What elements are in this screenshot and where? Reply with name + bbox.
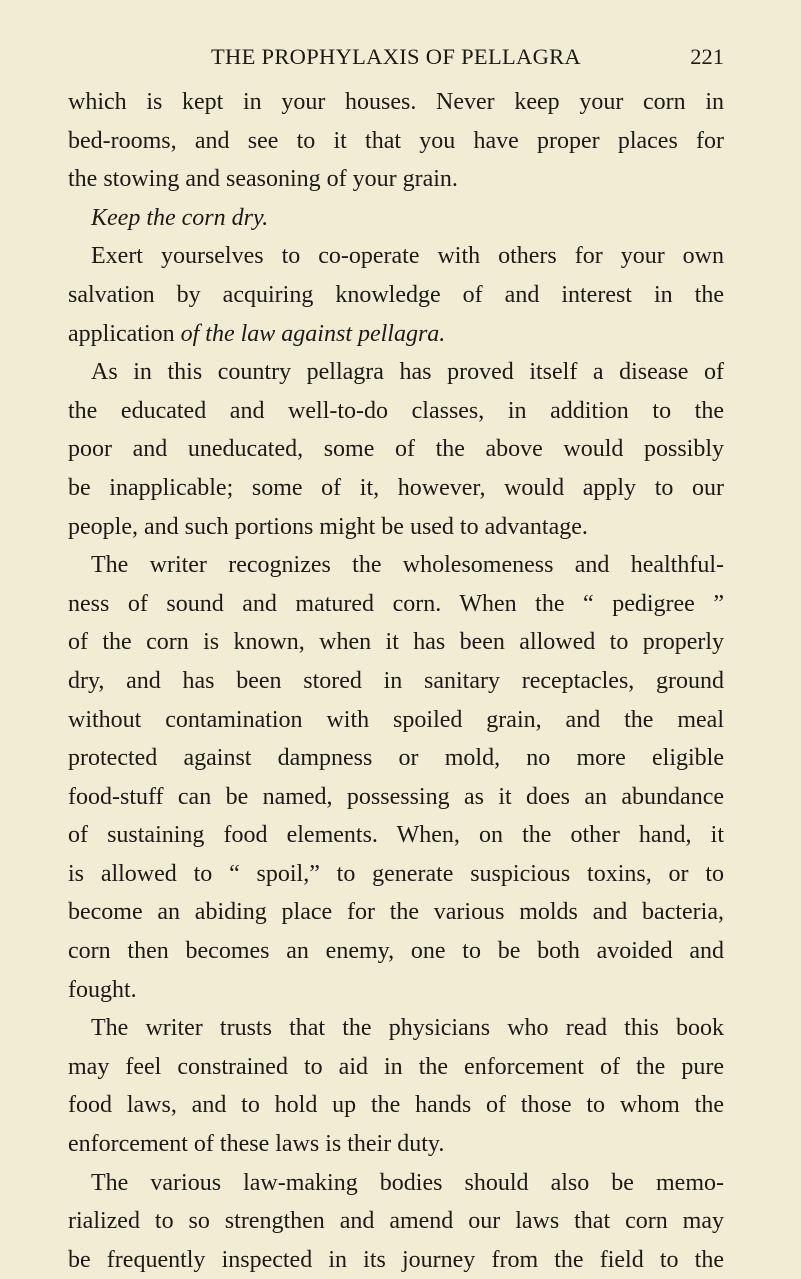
text-line — [68, 392, 724, 431]
text-line-content: be inapplicable; some of it, however, would apply to our — [68, 474, 724, 501]
text-line-content: enforcement of these laws is their duty. — [68, 1131, 445, 1158]
text-line-content: The various law-making bodies should also be memo- — [91, 1169, 724, 1196]
text-line — [68, 1086, 724, 1125]
page-number: 221 — [690, 44, 724, 69]
text-line — [68, 662, 724, 701]
text-line — [68, 855, 724, 894]
text-line — [68, 83, 724, 122]
text-line-content: of the corn is known, when it has been allowed to properly — [68, 629, 724, 656]
text-line — [68, 1048, 724, 1087]
running-head — [68, 42, 724, 72]
text-line — [68, 816, 724, 855]
text-line-content: bed-rooms, and see to it that you have proper places for — [68, 127, 724, 154]
text-line-content: of sustaining food elements. When, on the other hand, it — [68, 822, 724, 849]
text-line-content: the stowing and seasoning of your grain. — [68, 166, 458, 193]
text-line — [68, 932, 724, 971]
text-line — [68, 971, 724, 1010]
text-line-content: The writer recognizes the wholesomeness and healthful- — [91, 552, 724, 579]
text-line-content: Keep the corn dry. — [91, 204, 269, 231]
text-line — [68, 353, 724, 392]
text-line — [68, 276, 724, 315]
text-line-content: become an abiding place for the various molds and bacteria, — [68, 899, 724, 926]
body-text — [68, 83, 724, 1279]
text-line-content: may feel constrained to aid in the enforcement of the pure — [68, 1053, 724, 1080]
text-line-content: is allowed to “ spoil,” to generate suspicious toxins, or to — [68, 860, 724, 887]
text-line — [68, 739, 724, 778]
text-line — [68, 122, 724, 161]
text-line-content: be frequently inspected in its journey from the field to the — [68, 1246, 724, 1273]
text-line — [68, 701, 724, 740]
running-title: THE PROPHYLAXIS OF PELLAGRA — [210, 44, 581, 69]
text-line-content: protected against dampness or mold, no more eligible — [68, 745, 724, 772]
text-line-content: dry, and has been stored in sanitary receptacles, ground — [68, 667, 724, 694]
text-line — [68, 237, 724, 276]
text-line-content: rialized to so strengthen and amend our laws that corn may — [68, 1208, 724, 1235]
text-line-content: poor and uneducated, some of the above would possibly — [68, 436, 724, 463]
text-line-content: food laws, and to hold up the hands of those to whom the — [68, 1092, 724, 1119]
text-line-content: food-stuff can be named, possessing as it does an abundance — [68, 783, 724, 810]
text-line-content: application — [68, 320, 175, 347]
text-line — [68, 430, 724, 469]
text-line — [68, 546, 724, 585]
text-line — [68, 585, 724, 624]
text-line-content: which is kept in your houses. Never keep your corn in — [68, 89, 724, 115]
text-line — [68, 1164, 724, 1203]
text-line — [68, 160, 724, 199]
text-line — [68, 508, 724, 547]
text-line — [68, 893, 724, 932]
italic-phrase: of the law against pellagra. — [174, 320, 446, 347]
text-line — [68, 1241, 724, 1279]
text-line — [68, 199, 724, 238]
text-line — [68, 1202, 724, 1241]
text-line-content: The writer trusts that the physicians who read this book — [91, 1015, 724, 1042]
text-line-content: corn then becomes an enemy, one to be both avoided and — [68, 938, 724, 965]
text-line-content: people, and such portions might be used to advantage. — [68, 513, 588, 540]
text-line — [68, 778, 724, 817]
text-line — [68, 623, 724, 662]
text-line-content: without contamination with spoiled grain, and the meal — [68, 706, 724, 733]
text-line — [68, 1009, 724, 1048]
text-line — [68, 469, 724, 508]
text-line — [68, 315, 724, 354]
text-line-content: As in this country pellagra has proved itself a disease of — [91, 359, 724, 386]
text-line-content: Exert yourselves to co-operate with others for your own — [91, 243, 724, 270]
text-line-content: ness of sound and matured corn. When the “ pedigree ” — [68, 590, 724, 617]
text-line — [68, 1125, 724, 1164]
text-line-content: the educated and well-to-do classes, in addition to the — [68, 397, 724, 424]
text-line-content: fought. — [68, 976, 137, 1003]
text-line-content: salvation by acquiring knowledge of and interest in the — [68, 281, 724, 308]
